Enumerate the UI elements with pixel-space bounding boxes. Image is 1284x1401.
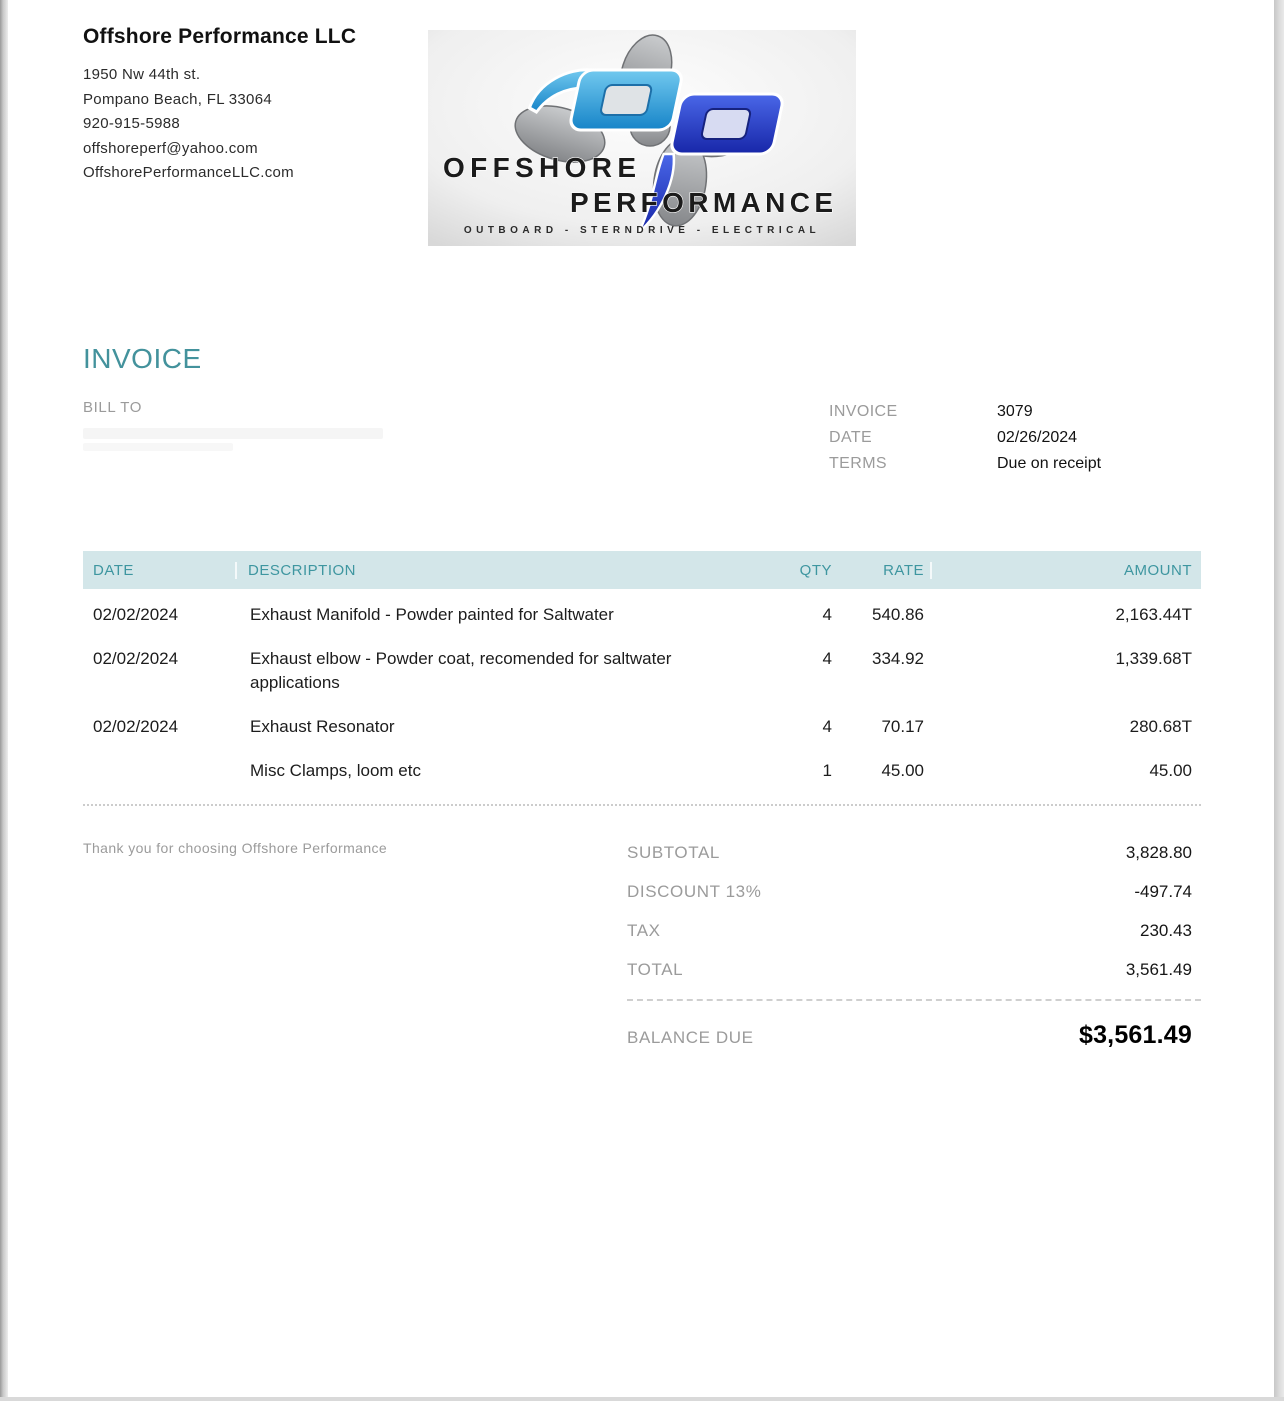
- logo-wordmark-line2: PERFORMANCE: [570, 187, 834, 218]
- billing-section: [83, 399, 1201, 475]
- company-city: Pompano Beach, FL 33064: [83, 90, 272, 108]
- table-row: [83, 589, 1201, 638]
- table-bottom-separator: [83, 804, 1201, 806]
- cell-amount: 280.68T: [1129, 717, 1192, 736]
- cell-amount: 45.00: [1149, 761, 1192, 780]
- meta-row-invoice: [829, 399, 1201, 425]
- screenshot-right-gutter: [1274, 0, 1284, 1401]
- invoice-date: 02/26/2024: [997, 429, 1078, 446]
- cell-date: 02/02/2024: [93, 717, 179, 736]
- cell-description: Misc Clamps, loom etc: [250, 761, 421, 780]
- header-rate: RATE: [883, 561, 924, 579]
- header-qty: QTY: [799, 561, 832, 579]
- cell-description: Exhaust Resonator: [250, 717, 395, 736]
- balance-due-label: BALANCE DUE: [627, 1028, 754, 1047]
- cell-qty: 1: [822, 761, 832, 780]
- cell-description: Exhaust elbow - Powder coat, recomended for saltwater applications: [250, 649, 672, 692]
- company-email: offshoreperf@yahoo.com: [83, 139, 258, 157]
- table-row: [83, 638, 1201, 706]
- cell-rate: 70.17: [881, 717, 924, 736]
- thank-you-note: Thank you for choosing Offshore Performance: [83, 840, 388, 856]
- total-value: 3,561.49: [1125, 960, 1192, 979]
- meta-row-terms: [829, 451, 1201, 477]
- invoice-number: 3079: [997, 403, 1033, 420]
- table-row: [83, 750, 1201, 794]
- cell-rate: 540.86: [872, 605, 924, 624]
- summary-section: [83, 834, 1201, 1050]
- meta-label: TERMS: [829, 455, 887, 472]
- table-header-row: [83, 551, 1201, 589]
- subtotal-row: [627, 834, 1201, 873]
- total-row: [627, 951, 1201, 990]
- invoice-header: [83, 25, 1201, 271]
- meta-label: INVOICE: [829, 403, 898, 420]
- subtotal-value: 3,828.80: [1125, 843, 1192, 862]
- total-label: TOTAL: [627, 960, 684, 979]
- balance-separator: [627, 999, 1201, 1001]
- offshore-performance-logo-image: [428, 30, 856, 246]
- company-phone: 920-915-5988: [83, 115, 181, 132]
- tax-value: 230.43: [1140, 921, 1192, 940]
- tax-row: [627, 912, 1201, 951]
- company-website: OffshorePerformanceLLC.com: [83, 164, 294, 181]
- bill-to-label: BILL TO: [83, 399, 142, 416]
- tax-label: TAX: [627, 921, 661, 940]
- logo-tagline: OUTBOARD - STERNDRIVE - ELECTRICAL: [463, 225, 821, 236]
- bill-to-redacted-name: [83, 428, 383, 439]
- company-logo: [428, 30, 856, 246]
- company-name: Offshore Performance LLC: [83, 25, 357, 48]
- table-row: [83, 706, 1201, 750]
- invoice-meta: [829, 399, 1201, 477]
- invoice-terms: Due on receipt: [997, 455, 1102, 472]
- cell-date: [83, 759, 248, 783]
- discount-row: [627, 873, 1201, 912]
- screenshot-left-gutter: [0, 0, 8, 1401]
- balance-due-value: $3,561.49: [1078, 1021, 1192, 1049]
- subtotal-label: SUBTOTAL: [627, 843, 720, 862]
- screenshot-bottom-gutter: [0, 1397, 1284, 1401]
- cell-qty: 4: [822, 649, 832, 668]
- header-date: DATE: [93, 561, 134, 579]
- header-description: DESCRIPTION: [235, 562, 752, 579]
- discount-label: DISCOUNT 13%: [627, 882, 762, 901]
- cell-amount: 2,163.44T: [1115, 605, 1192, 624]
- discount-value: -497.74: [1134, 882, 1192, 901]
- cell-qty: 4: [822, 605, 832, 624]
- balance-due-row: [627, 1021, 1201, 1050]
- line-items-table: [83, 551, 1201, 806]
- meta-label: DATE: [829, 429, 873, 446]
- page-title: INVOICE: [83, 343, 202, 374]
- invoice-page: [83, 25, 1201, 1050]
- cell-date: 02/02/2024: [93, 649, 179, 668]
- cell-rate: 45.00: [881, 761, 924, 780]
- cell-date: 02/02/2024: [93, 605, 179, 624]
- cell-amount: 1,339.68T: [1115, 649, 1192, 668]
- company-street: 1950 Nw 44th st.: [83, 66, 201, 83]
- meta-row-date: [829, 425, 1201, 451]
- logo-wordmark-line1: OFFSHORE: [443, 152, 639, 183]
- header-amount: AMOUNT: [930, 562, 1201, 579]
- totals-block: [627, 834, 1201, 1050]
- cell-rate: 334.92: [872, 649, 924, 668]
- cell-qty: 4: [822, 717, 832, 736]
- cell-description: Exhaust Manifold - Powder painted for Saltwater: [250, 605, 614, 624]
- bill-to-redacted-line: [83, 443, 233, 451]
